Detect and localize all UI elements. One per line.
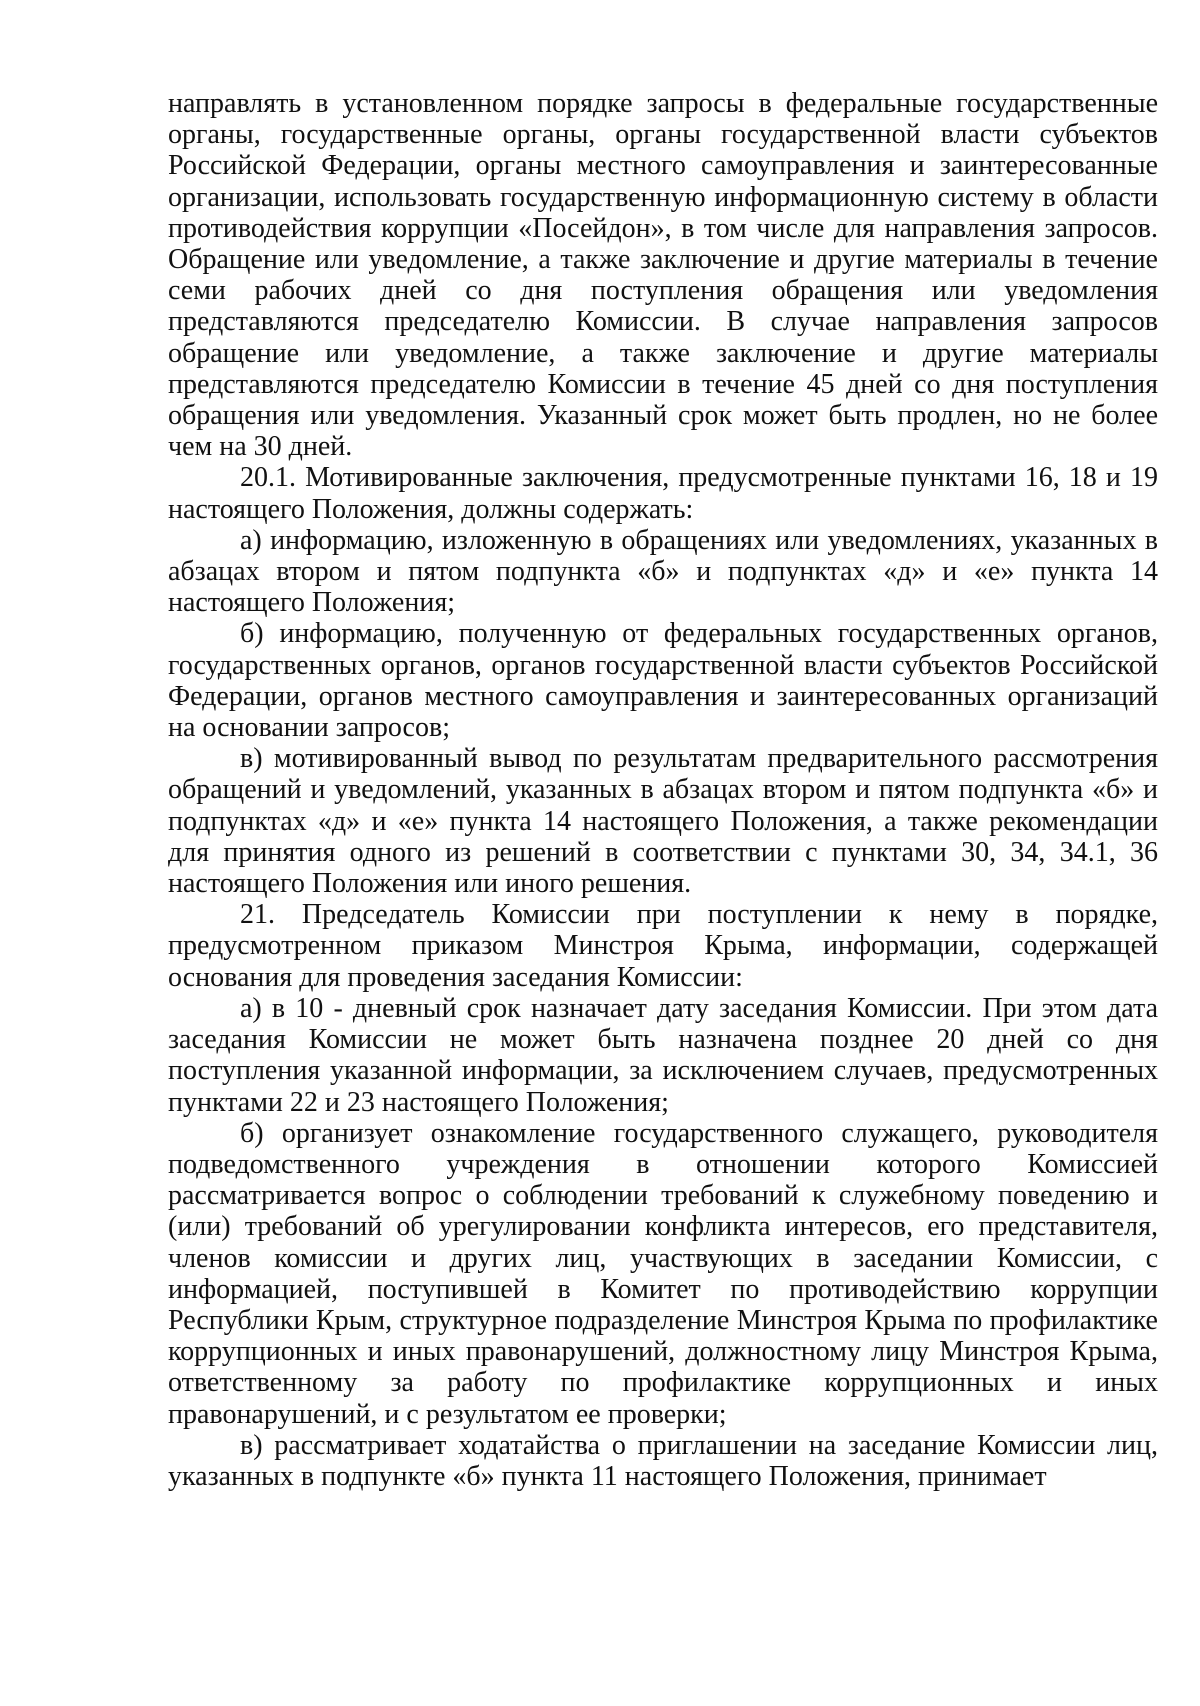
paragraph-21-a: а) в 10 - дневный срок назначает дату заседания Комиссии. При этом дата заседания Комиссии не может быть назначена позднее 20 дней со дня поступления указанной информации, за исключением случаев, предусмотренных пунктами 22 и 23 настоящего Положения; bbox=[168, 992, 1158, 1118]
paragraph-20-1: 20.1. Мотивированные заключения, предусмотренные пунктами 16, 18 и 19 настоящего Положения, должны содержать: bbox=[168, 462, 1158, 525]
paragraph-21-v: в) рассматривает ходатайства о приглашении на заседание Комиссии лиц, указанных в подпункте «б» пункта 11 настоящего Положения, принимает bbox=[168, 1429, 1158, 1492]
paragraph-20-1-a: а) информацию, изложенную в обращениях или уведомлениях, указанных в абзацах втором и пятом подпункта «б» и подпунктах «д» и «е» пункта 14 настоящего Положения; bbox=[168, 524, 1158, 619]
paragraph-21: 21. Председатель Комиссии при поступлении к нему в порядке, предусмотренном приказом Минстроя Крыма, информации, содержащей основания для проведения заседания Комиссии: bbox=[168, 899, 1158, 993]
document-page bbox=[168, 88, 1158, 1492]
paragraph-continuation: направлять в установленном порядке запросы в федеральные государственные органы, государственные органы, органы государственной власти субъектов Российской Федерации, органы местного самоуправления и заинтересованные организации, использовать государственную информационную систему в области противодействия коррупции «Посейдон», в том числе для направления запросов. Обращение или уведомление, а также заключение и другие материалы в течение семи рабочих дней со дня поступления обращения или уведомления представляются председателю Комиссии. В случае направления запросов обращение или уведомление, а также заключение и другие материалы представляются председателю Комиссии в течение 45 дней со дня поступления обращения или уведомления. Указанный срок может быть продлен, но не более чем на 30 дней. bbox=[168, 88, 1158, 463]
paragraph-20-1-b: б) информацию, полученную от федеральных государственных органов, государственных органов, органов государственной власти субъектов Российской Федерации, органов местного самоуправления и заинтересованных организаций на основании запросов; bbox=[168, 618, 1158, 744]
paragraph-21-b: б) организует ознакомление государственного служащего, руководителя подведомственного учреждения в отношении которого Комиссией рассматривается вопрос о соблюдении требований к служебному поведению и (или) требований об урегулировании конфликта интересов, его представителя, членов комиссии и других лиц, участвующих в заседании Комиссии, с информацией, поступившей в Комитет по противодействию коррупции Республики Крым, структурное подразделение Минстроя Крыма по профилактике коррупционных и иных правонарушений, должностному лицу Минстроя Крыма, ответственному за работу по профилактике коррупционных и иных правонарушений, и с результатом ее проверки; bbox=[168, 1117, 1158, 1430]
paragraph-20-1-v: в) мотивированный вывод по результатам предварительного рассмотрения обращений и уведомлений, указанных в абзацах втором и пятом подпункта «б» и подпунктах «д» и «е» пункта 14 настоящего Положения, а также рекомендации для принятия одного из решений в соответствии с пунктами 30, 34, 34.1, 36 настоящего Положения или иного решения. bbox=[168, 743, 1158, 900]
